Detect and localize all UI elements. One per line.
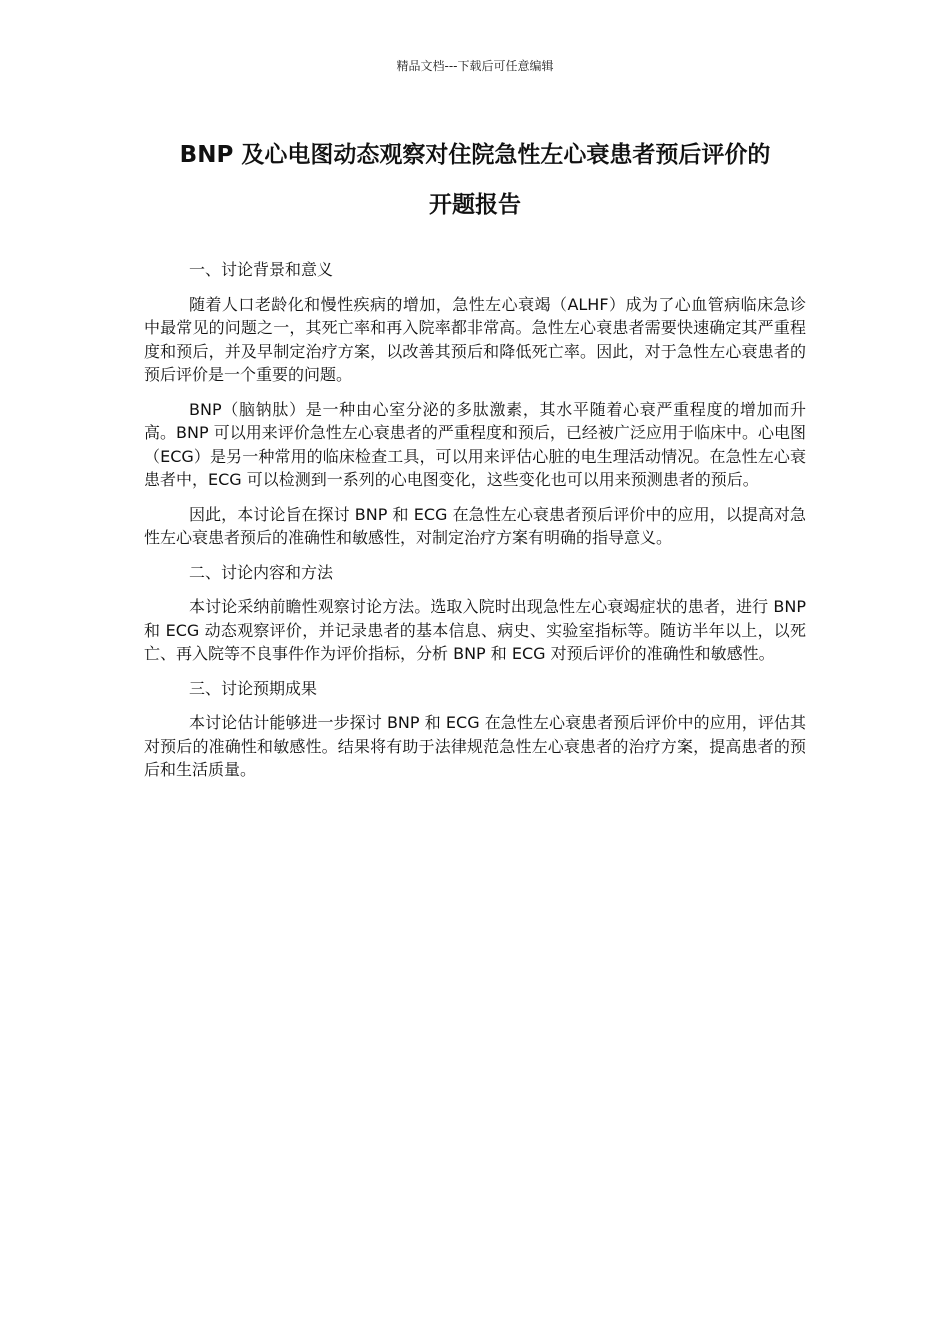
section-heading: 三、讨论预期成果 — [189, 678, 318, 698]
document-title — [120, 130, 830, 230]
section-heading: 一、讨论背景和意义 — [189, 260, 334, 279]
paragraph: 本讨论估计能够进一步探讨 BNP 和 ECG 在急性左心衰患者预后评价中的应用，评估其对预后的准确性和敏感性。结果将有助于法律规范急性左心衰患者的治疗方案，提高患者的预后和生活质量。 — [144, 713, 806, 779]
section-heading: 二、讨论内容和方法 — [189, 562, 334, 582]
paragraph: 因此，本讨论旨在探讨 BNP 和 ECG 在急性左心衰患者预后评价中的应用，以提高对急性左心衰患者预后的准确性和敏感性，对制定治疗方案有明确的指导意义。 — [144, 504, 806, 547]
paragraph: 本讨论采纳前瞻性观察讨论方法。选取入院时出现急性左心衰竭症状的患者，进行 BNP 和 ECG 动态观察评价，并记录患者的基本信息、病史、实验室指标等。随访半年以上，以死亡、再入院等不良事件作为评价指标，分析 BNP 和 ECG 对预后评价的准确性和敏感性。 — [144, 597, 806, 663]
paragraph: 随着人口老龄化和慢性疾病的增加，急性左心衰竭（ALHF）成为了心血管病临床急诊中最常见的问题之一，其死亡率和再入院率都非常高。急性左心衰患者需要快速确定其严重程度和预后，并及早制定治疗方案，以改善其预后和降低死亡率。因此，对于急性左心衰患者的预后评价是一个重要的问题。 — [144, 294, 806, 384]
section-expected-results — [144, 677, 806, 782]
section-content-methods — [144, 561, 806, 666]
header-note: 精品文档---下载后可任意编辑 — [396, 59, 554, 73]
document-body — [144, 258, 806, 793]
section-background — [144, 258, 806, 550]
title-line-2: 开题报告 — [429, 192, 521, 218]
paragraph: BNP（脑钠肽）是一种由心室分泌的多肽激素，其水平随着心衰严重程度的增加而升高。BNP 可以用来评价急性左心衰患者的严重程度和预后，已经被广泛应用于临床中。心电图（ECG）是另一种常用的临床检查工具，可以用来评估心脏的电生理活动情况。在急性左心衰患者中，ECG 可以检测到一系列的心电图变化，这些变化也可以用来预测患者的预后。 — [144, 399, 806, 489]
title-line-1: BNP 及心电图动态观察对住院急性左心衰患者预后评价的 — [179, 142, 771, 168]
